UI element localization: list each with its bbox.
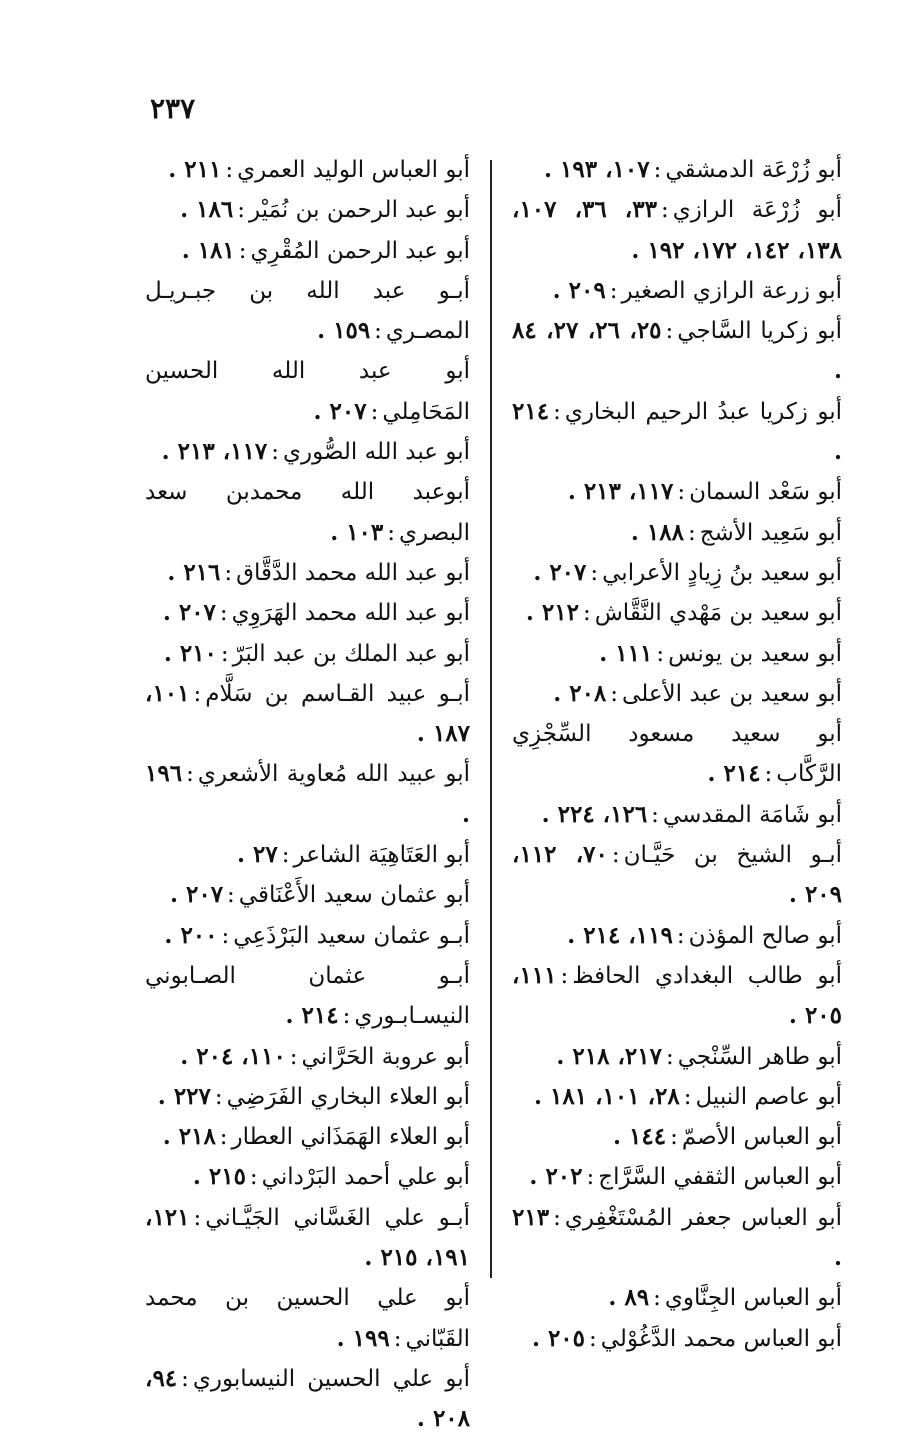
index-entry [145,634,470,674]
index-entry [512,271,842,311]
entry-pages: ٩٤، ٢٠٨ . [145,1364,470,1433]
entry-separator: : [609,277,618,304]
entry-name: أبـو علي الغَسَّاني الجَيَّـاني [205,1204,470,1231]
entry-name: أبو علي الحسين النيسابوري [192,1365,470,1392]
entry-separator: : [589,1325,597,1352]
entry-name: أبو طاهر السِّنْجي [677,1043,842,1070]
entry-separator: : [677,479,686,506]
entry-separator: : [553,1204,561,1231]
entry-separator: : [181,1365,189,1392]
entry-separator: : [224,559,233,586]
entry-separator: : [186,761,194,788]
entry-name: أبو عبد الله الحسين المَحَامِلي [145,358,470,425]
entry-pages: ٢٨، ١٠١، ١٨١ . [534,1082,680,1110]
entry-name: أبو طالب البغدادي الحافظ [572,962,842,989]
entry-pages: ٢٠٨ . [553,679,607,707]
entry-name: أبو زكريا عبدُ الرحيم البخاري [564,398,842,425]
entry-separator: : [660,197,669,224]
index-entry [512,1077,842,1117]
entry-name: أبو عثمان سعيد الأَعْنَاقي [238,882,470,909]
index-entry [512,190,842,271]
entry-name: أبو عروبة الحَرَّاني [301,1043,470,1070]
entry-pages: ١٤٤ . [613,1123,667,1151]
entry-pages: ٢٠٧ . [169,881,224,909]
entry-pages: ١١١ . [599,639,653,667]
entry-separator: : [683,1083,692,1110]
entry-name: أبو سَعِيد الأشج [699,519,842,546]
entry-separator: : [656,640,665,667]
entry-pages: ١١٠، ٢٠٤ . [180,1042,286,1070]
entry-pages: ٢١٢ . [525,599,579,627]
entry-pages: ٢٢٧ . [157,1082,211,1110]
entry-name: أبو العباس الأصمّ [681,1124,842,1151]
entry-pages: ١١٩، ٢١٤ . [567,921,673,949]
index-entry [145,1157,470,1197]
entry-name: أبـو عبيد القـاسم بن سَلَّام [205,680,470,707]
index-entry [512,1157,842,1197]
entry-pages: ١١٧، ٢١٣ . [567,478,674,506]
entry-pages: ١٩٦ . [145,760,470,828]
entry-name: أبو العباس محمد الدَّغُوْلي [600,1325,842,1352]
entry-pages: ٢١٣ . [512,1203,842,1272]
entry-name: أبو سعيد بنُ زِيادٍ الأعرابي [602,559,842,586]
entry-pages: ٢٠٧ . [533,558,587,586]
entry-name: أبو عبد الرحمن المُقْرِي [250,237,470,264]
entry-name: أبو العباس الوليد العمري [237,157,470,183]
entry-name: أبـو عبد الله بن جبـريـل المصـري [145,277,470,345]
entry-name: أبو سَعْد السمان [689,479,842,506]
entry-separator: : [238,237,247,264]
index-entry [512,1198,842,1279]
entry-separator: : [676,922,685,949]
index-entry [512,1319,842,1359]
index-entry [512,795,842,835]
entry-pages: ١٨٦ . [180,196,234,224]
entry-separator: : [193,1204,202,1231]
index-entry [512,593,842,633]
entry-name: أبو عبيد الله مُعاوية الأشعري [197,761,470,788]
entry-separator: : [219,600,228,627]
entry-name: أبو علي أحمد البَرْداني [261,1164,470,1191]
entry-pages: ١٥٩ . [317,317,371,345]
entry-name: أبو زُرْعَة الدمشقي [665,157,842,183]
entry-name: أبـو عثمان الصـابوني النيسـابـوري [145,962,470,1030]
entry-separator: : [653,157,662,183]
index-entry [145,1198,470,1279]
index-entry [512,1278,842,1318]
entry-name: أبوعبد الله محمدبن سعد البصري [145,479,470,546]
entry-name: أبو عاصم النبيل [695,1083,842,1110]
entry-name: أبو العلاء البخاري الفَرَضِي [226,1083,470,1110]
entry-separator: : [249,1164,258,1191]
entry-separator: : [687,519,696,546]
entry-separator: : [220,640,229,667]
index-entry [512,472,842,512]
index-entry [145,875,470,915]
entry-separator: : [271,439,279,466]
entry-pages: ٢٠٧ . [162,599,216,627]
entry-pages: ١٠٣ . [330,518,384,546]
index-entry [145,956,470,1037]
page-number: ٢٣٧ [150,92,196,125]
entry-name: أبو زرعة الرازي الصغير [621,277,842,304]
index-entry [145,351,470,432]
index-entry [512,956,842,1037]
entry-pages: ١١١، ٢٠٥ . [512,961,842,1030]
entry-separator: : [665,318,674,345]
entry-name: أبو العباس الجِنَّاوي [664,1285,842,1312]
entry-name: أبو العلاء الهَمَذَاني العطار [231,1124,470,1151]
entry-name: أبو زكريا السَّاجي [677,318,842,345]
index-entry [145,593,470,633]
entry-separator: : [610,680,619,707]
entry-separator: : [651,801,659,828]
index-entry [512,150,842,190]
index-entry [145,674,470,755]
entry-separator: : [611,842,620,869]
entry-name: أبو عبد الله محمد الهَرَوِي [231,600,470,627]
entry-pages: ١٠٧، ١٩٣ . [543,156,650,183]
entry-name: أبو العَتَاهِيَة الشاعر [293,842,470,869]
entry-separator: : [670,1124,678,1151]
entry-pages: ١٨٨ . [630,518,684,546]
entry-separator: : [393,1325,402,1352]
index-entry [145,553,470,593]
entry-pages: ٢١٤ . [285,1002,339,1030]
index-entry [512,674,842,714]
entry-separator: : [342,1003,351,1030]
entry-pages: ١٠١، ١٨٧ . [145,679,470,748]
entry-name: أبو سعيد بن يونس [668,640,842,667]
entry-name: أبو العباس جعفر المُسْتَغْفِري [564,1204,842,1231]
index-entry [512,513,842,553]
entry-pages: ١٨١ . [181,236,235,264]
entry-name: أبو علي الحسين بن محمد القَبّاني [145,1285,470,1352]
index-entry [512,1117,842,1157]
entry-separator: : [374,318,382,345]
entry-pages: ١١٧، ٢١٣ . [161,438,268,466]
entry-pages: ٨٩ . [608,1284,650,1312]
entry-separator: : [221,922,230,949]
entry-separator: : [665,1043,674,1070]
index-entry [145,1037,470,1077]
entry-separator: : [237,197,245,224]
entry-separator: : [653,1285,661,1312]
entry-pages: ٣٣، ٣٦، ١٠٧، ١٣٨، ١٤٢، ١٧٢، ١٩٢ . [512,196,842,264]
entry-separator: : [764,761,773,788]
entry-name: أبو شَامَة المقدسي [662,801,842,828]
column-divider [490,160,492,1278]
index-entry [145,190,470,230]
entry-pages: ٢٧ . [237,841,278,869]
index-entry [145,271,470,352]
entry-separator: : [227,882,235,909]
index-entry [512,1037,842,1077]
entry-name: أبو صالح المؤذن [688,922,842,949]
entry-separator: : [219,1124,228,1151]
entry-name: أبو سعيد بن مَهْدي النَّقَّاش [594,600,842,627]
index-entry [512,835,842,916]
entry-name: أبو عبد الله الصُّوري [282,439,470,466]
entry-pages: ٢١٠ . [163,639,217,667]
entry-name: أبو عبد الملك بن عبد البَرّ [232,640,470,667]
entry-name: أبو عبد الرحمن بن نُمَيْر [248,197,470,224]
index-entry [512,634,842,674]
entry-name: أبو العباس الثقفي السَّرَّاج [598,1164,842,1191]
entry-pages: ٢١١ . [168,156,222,183]
entry-pages: ٢٥، ٢٦، ٢٧، ٨٤ . [512,317,842,385]
entry-separator: : [590,559,599,586]
entry-pages: ٧٠، ١١٢، ٢٠٩ . [512,841,842,909]
index-entry [512,392,842,473]
index-entry [145,432,470,472]
index-entry [145,1117,470,1157]
index-entry [145,835,470,875]
entry-pages: ٢٠٩ . [552,276,606,304]
entry-pages: ٢١٦ . [167,558,221,586]
entry-name: أبـو عثمان سعيد البَرْذَعِي [233,922,470,949]
entry-pages: ٢١٥ . [192,1163,246,1191]
entry-pages: ١٢١، ١٩١، ٢١٥ . [145,1203,470,1272]
entry-separator: : [193,680,202,707]
index-entry [145,754,470,835]
entry-pages: ٢٠٠ . [164,921,218,949]
entry-name: أبـو الشيخ بن حَيَّـان [623,842,842,869]
entry-pages: ٢٠٥ . [531,1324,586,1352]
entry-pages: ٢١٧، ٢١٨ . [556,1042,662,1070]
entry-pages: ١٢٦، ٢٢٤ . [541,800,648,828]
index-entry [512,311,842,392]
index-entry [145,150,470,190]
entry-pages: ٢١٤ . [707,760,761,788]
index-entry [145,1077,470,1117]
index-entry [512,553,842,593]
entry-name: أبو سعيد مسعود السِّجْزِي الرَّكَّاب [512,721,842,788]
entry-pages: ٢١٨ . [162,1123,216,1151]
index-column-right [512,150,842,1359]
entry-separator: : [214,1083,223,1110]
entry-pages: ١٩٩ . [336,1324,390,1352]
index-entry [512,916,842,956]
entry-name: أبو زُرْعَة الرازي [672,197,843,224]
entry-separator: : [281,842,290,869]
entry-separator: : [560,962,569,989]
entry-separator: : [582,600,591,627]
index-column-left [145,150,470,1440]
entry-pages: ٢٠٢ . [529,1163,583,1191]
entry-pages: ٢٠٧ . [313,397,367,425]
entry-name: أبو عبد الله محمد الدَّقَّاق [236,559,470,586]
entry-separator: : [225,157,234,183]
index-entry [145,916,470,956]
index-entry [145,1359,470,1440]
index-entry [145,1278,470,1359]
index-entry [512,714,842,795]
entry-separator: : [289,1043,298,1070]
entry-separator: : [586,1164,595,1191]
entry-separator: : [553,398,561,425]
entry-name: أبو سعيد بن عبد الأعلى [622,680,842,707]
index-entry [145,472,470,553]
entry-pages: ٢١٤ . [512,397,842,466]
index-entry [145,231,470,271]
entry-separator: : [370,398,379,425]
entry-separator: : [387,519,396,546]
